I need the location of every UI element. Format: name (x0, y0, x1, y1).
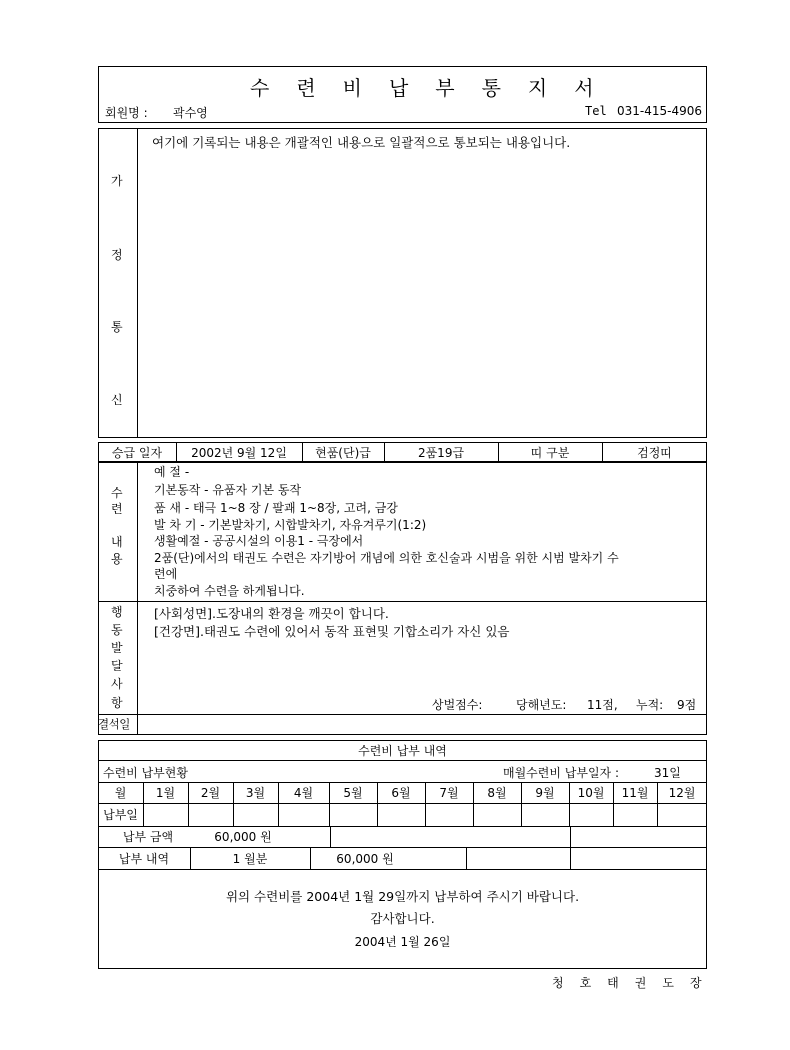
training-behavior-separator (98, 601, 707, 602)
training-line-5: 생활예절 - 공공시설의 이용1 - 극장에서 (154, 534, 364, 548)
month-12: 12월 (668, 786, 696, 800)
month-5: 5월 (343, 786, 363, 800)
training-line-2: 기본동작 - 유품자 기본 동작 (154, 483, 302, 497)
tel-number: 031-415-4906 (617, 104, 703, 118)
absence-label: 결석일 (98, 717, 130, 731)
gym-name: 청호태권도장 (552, 976, 718, 990)
payment-status-label: 수련비 납부현황 (103, 766, 188, 780)
family-notice-divider (137, 128, 138, 438)
month-11: 11월 (621, 786, 649, 800)
training-label-4: 용 (111, 552, 123, 566)
month-1: 1월 (155, 786, 176, 800)
behavior-label-4: 달 (111, 659, 123, 673)
training-label-2: 련 (111, 502, 123, 516)
detail-label: 납부 내역 (118, 851, 170, 866)
family-notice-box (98, 128, 707, 438)
detail-div-3 (466, 847, 467, 869)
thanks-text: 감사합니다. (370, 911, 435, 926)
belt-label: 띠 구분 (530, 445, 570, 460)
member-name: 곽수영 (173, 106, 208, 120)
monthly-due-label: 매월수련비 납부일자 : (503, 766, 620, 780)
training-line-1: 예 절 - (154, 465, 190, 479)
behavior-label-3: 발 (111, 641, 123, 655)
notice-date: 2004년 1월 26일 (354, 934, 451, 949)
payment-request-message: 위의 수련비를 2004년 1월 29일까지 납부하여 주시기 바랍니다. (225, 889, 580, 904)
family-notice-label-3: 통 (111, 320, 123, 334)
amount-label: 납부 금액 (122, 830, 174, 844)
training-line-3: 품 새 - 태극 1~8 장 / 팔괘 1~8장, 고려, 금강 (154, 501, 398, 515)
month-2: 2월 (200, 786, 221, 800)
month-3: 3월 (245, 786, 266, 800)
month-6: 6월 (391, 786, 411, 800)
score-label: 상벌점수: (432, 698, 483, 712)
family-notice-text: 여기에 기록되는 내용은 개괄적인 내용으로 일괄적으로 통보되는 내용입니다. (152, 135, 571, 150)
training-label-3: 내 (111, 535, 123, 549)
behavior-label-5: 사 (111, 677, 123, 691)
monthly-due-value: 31일 (654, 766, 681, 780)
behavior-line-1: [사회성면].도장내의 환경을 깨끗이 합니다. (154, 606, 389, 621)
rank-value: 2품19급 (417, 445, 465, 460)
detail-amount: 60,000 원 (336, 851, 394, 866)
family-notice-label-4: 신 (111, 393, 123, 407)
training-divider (137, 462, 138, 735)
behavior-line-2: [건강면].태권도 수련에 있어서 동작 표현및 기합소리가 자신 있음 (154, 624, 510, 639)
payment-title-line (98, 760, 707, 761)
month-header-line (98, 803, 707, 804)
promotion-date-label: 승급 일자 (111, 445, 163, 460)
training-line-6: 2품(단)에서의 태권도 수련은 자기방어 개념에 의한 호신술과 시범을 위한 시범 발차기 수 (154, 551, 619, 565)
training-line-4: 발 차 기 - 기본발차기, 시합발차기, 자유겨루기(1:2) (154, 518, 427, 532)
rank-label: 현품(단)급 (315, 445, 371, 460)
behavior-label-6: 항 (111, 696, 123, 710)
member-label: 회원명 : (105, 106, 148, 120)
total-score-label: 누적: (636, 698, 664, 712)
family-notice-label-1: 가 (111, 174, 123, 188)
month-4: 4월 (293, 786, 314, 800)
behavior-label-2: 동 (111, 623, 123, 637)
month-header-label: 월 (114, 786, 127, 800)
training-line-7: 련에 (154, 567, 178, 581)
amount-div-2 (570, 826, 571, 847)
paid-day-label: 납부일 (103, 808, 138, 822)
page-title: 수련비납부통지서 (250, 76, 621, 100)
year-score-value: 11점, (587, 698, 618, 712)
detail-months: 1 월분 (232, 851, 268, 866)
training-line-8: 치중하여 수련을 하게됩니다. (154, 584, 305, 598)
tel-label: Tel (585, 104, 607, 118)
month-8: 8월 (487, 786, 507, 800)
behavior-label-1: 행 (111, 605, 123, 619)
family-notice-label-2: 정 (111, 248, 123, 262)
amount-value: 60,000 원 (214, 830, 272, 844)
behavior-absence-separator (98, 714, 707, 715)
month-9: 9월 (535, 786, 555, 800)
amount-div-1 (330, 826, 331, 847)
month-7: 7월 (439, 786, 459, 800)
belt-value: 검정띠 (637, 445, 672, 460)
payment-title: 수련비 납부 내역 (358, 743, 447, 758)
month-10: 10월 (577, 786, 605, 800)
year-score-label: 당해년도: (516, 698, 567, 712)
training-label-1: 수 (111, 486, 123, 500)
total-score-value: 9점 (677, 698, 697, 712)
detail-div-4 (570, 847, 571, 869)
promotion-date-value: 2002년 9월 12일 (191, 445, 287, 460)
